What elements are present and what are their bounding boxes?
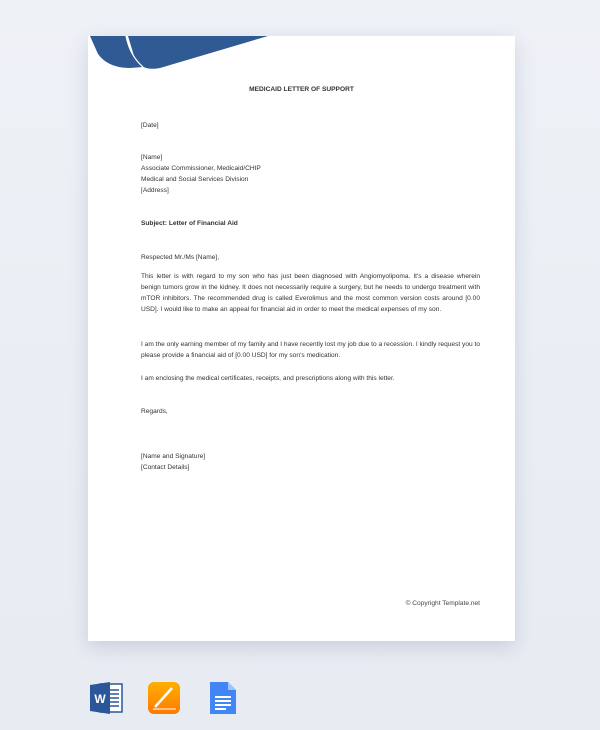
paragraph-3: I am enclosing the medical certificates, receipts, and prescriptions along with this letter. [141, 375, 395, 382]
signature: [Name and Signature] [141, 453, 206, 460]
closing: Regards, [141, 408, 168, 415]
recipient-address: [Address] [141, 187, 169, 194]
word-icon[interactable] [88, 680, 124, 716]
subject: Subject: Letter of Financial Aid [141, 220, 238, 227]
google-docs-icon[interactable] [204, 680, 240, 716]
header-decoration [88, 36, 288, 76]
paragraph-1: This letter is with regard to my son who has just been diagnosed with Angiomyolipoma. It's a disease wherein benign tumors grow in the kidney. It does not necessarily require a surgery, but he needs to undergo treatment with mTOR inhibitors. The recommended drug is called Everolimus and the most common version costs around [0.00 USD]. I would like to make an appeal for financial aid in order to meet the medical expenses of my son. [141, 273, 480, 313]
copyright: © Copyright Template.net [405, 600, 480, 607]
format-icons [88, 680, 240, 716]
letter-page [88, 36, 515, 641]
letter-title: MEDICAID LETTER OF SUPPORT [249, 86, 354, 93]
pages-icon[interactable] [146, 680, 182, 716]
recipient-division: Medical and Social Services Division [141, 176, 249, 183]
recipient-title: Associate Commissioner, Medicaid/CHIP [141, 165, 261, 172]
recipient-name: [Name] [141, 154, 163, 161]
salutation: Respected Mr./Ms [Name], [141, 254, 220, 261]
paragraph-2: I am the only earning member of my family and I have recently lost my job due to a recession. I kindly request you to please provide a financial aid of [0.00 USD] for my son's medication. [141, 341, 481, 359]
date: [Date] [141, 122, 159, 129]
svg-text:W: W [94, 692, 106, 706]
contact-details: [Contact Details] [141, 464, 190, 471]
